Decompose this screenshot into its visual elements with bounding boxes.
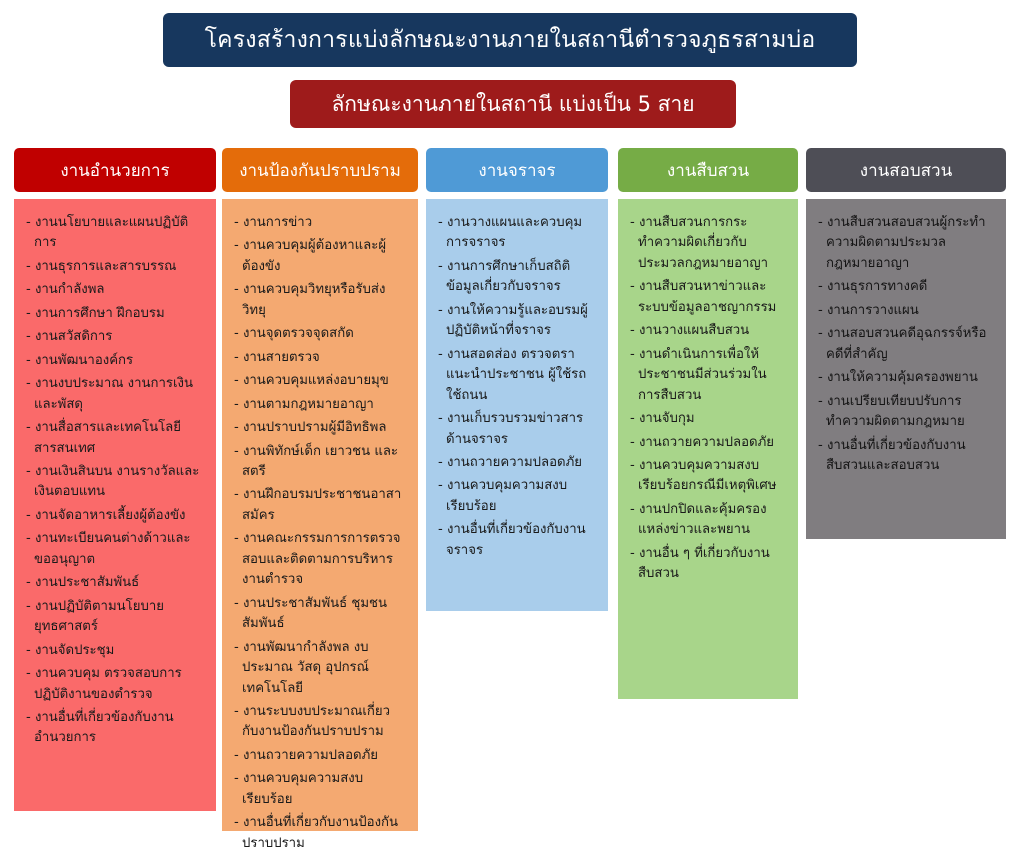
list-item: - งานธุรการและสารบรรณ [26, 258, 177, 274]
list-item: - งานระบบงบประมาณเกี่ยวกับงานป้องกันปราบปราม [234, 703, 391, 740]
list-item: - งานปกปิดและคุ้มครองแหล่งข่าวและพยาน [630, 501, 767, 538]
column-header: งานอำนวยการ [14, 148, 216, 192]
column-header: งานสืบสวน [618, 148, 798, 192]
list-item: - งานให้ความคุ้มครองพยาน [818, 370, 978, 386]
list-item: - งานสืบสวนสอบสวนผู้กระทำความผิดตามประมวลกฎหมายอาญา [818, 215, 986, 271]
list-item: - งานควบคุมแหล่งอบายมุข [234, 373, 389, 389]
list-item: - งานพิทักษ์เด็ก เยาวชน และสตรี [234, 443, 398, 479]
column-prevention-suppression [222, 148, 418, 851]
list-item: - งานอื่นที่เกี่ยวข้องกับงานอำนวยการ [26, 709, 174, 746]
list-item: - งานเปรียบเทียบปรับการทำความผิดตามกฎหมาย [818, 393, 965, 430]
list-item: - งานจัดประชุม [26, 642, 115, 658]
list-item: - งานควบคุม ตรวจสอบการปฏิบัติงานของตำรวจ [26, 666, 182, 702]
main-title: โครงสร้างการแบ่งลักษณะงานภายในสถานีตำรวจภูธรสามบ่อ [163, 13, 857, 67]
list-item: - งานงบประมาณ งานการเงินและพัสดุ [26, 376, 193, 412]
column-header: งานป้องกันปราบปราม [222, 148, 418, 192]
list-item: - งานทะเบียนคนต่างด้าวและขออนุญาต [26, 531, 191, 567]
list-item: - งานการศึกษาเก็บสถิติข้อมูลเกี่ยวกับจราจร [438, 258, 571, 295]
list-item: - งานสอดส่อง ตรวจตรา แนะนำประชาชน ผู้ใช้รถใช้ถนน [438, 346, 587, 403]
list-item: - งานคณะกรรมการการตรวจสอบและติดตามการบริหารงานตำรวจ [234, 531, 401, 588]
column-investigation [618, 148, 798, 699]
list-item: - งานอื่นที่เกี่ยวข้องกับงานสืบสวนและสอบสวน [818, 437, 966, 473]
list-item: - งานเก็บรวบรวมข่าวสารด้านจราจร [438, 411, 584, 447]
list-item: - งานจุดตรวจจุดสกัด [234, 326, 354, 342]
list-item: - งานอื่นที่เกี่ยวกับงานป้องกันปราบปราม [234, 815, 399, 851]
list-item: - งานสอบสวนคดีอุฉกรรจ์หรือคดีที่สำคัญ [818, 326, 987, 362]
list-item: - งานสืบสวนการกระทำความผิดเกี่ยวกับประมวลกฎหมายอาญา [630, 215, 769, 271]
list-item: - งานอื่นที่เกี่ยวข้องกับงานจราจร [438, 522, 586, 558]
column-inquiry [806, 148, 1006, 539]
list-item: - งานควบคุมความสงบเรียบร้อย [234, 771, 364, 807]
list-item: - งานกำลังพล [26, 282, 105, 298]
sub-title: ลักษณะงานภายในสถานี แบ่งเป็น 5 สาย [290, 80, 736, 128]
list-item: - งานสวัสดิการ [26, 329, 113, 345]
column-body [222, 199, 418, 851]
list-item: - งานการศึกษา ฝึกอบรม [26, 305, 165, 321]
list-item: - งานให้ความรู้และอบรมผู้ปฏิบัติหน้าที่จราจร [438, 302, 588, 339]
list-item: - งานฝึกอบรมประชาชนอาสาสมัคร [234, 487, 402, 523]
column-traffic [426, 148, 608, 611]
list-item: - งานดำเนินการเพื่อให้ประชาชนมีส่วนร่วมในการสืบสวน [630, 346, 767, 403]
list-item: - งานการวางแผน [818, 302, 919, 318]
column-header: งานจราจร [426, 148, 608, 192]
column-body [14, 199, 216, 811]
list-item: - งานวางแผนสืบสวน [630, 323, 750, 339]
list-item: - งานอื่น ๆ ที่เกี่ยวกับงานสืบสวน [630, 545, 770, 582]
list-item: - งานพัฒนากำลังพล งบประมาณ วัสดุ อุปกรณ์ เทคโนโลยี [234, 639, 369, 696]
list-item: - งานควบคุมผู้ต้องหาและผู้ต้องขัง [234, 238, 387, 274]
list-item: - งานควบคุมความสงบเรียบร้อย [438, 478, 568, 514]
list-item: - งานนโยบายและแผนปฏิบัติการ [26, 215, 189, 251]
list-item: - งานถวายความปลอดภัย [630, 434, 775, 450]
column-header: งานสอบสวน [806, 148, 1006, 192]
list-item: - งานควบคุมความสงบเรียบร้อยกรณีมีเหตุพิเศษ [630, 457, 777, 494]
list-item: - งานเงินสินบน งานรางวัลและเงินตอบแทน [26, 463, 200, 500]
list-item: - งานถวายความปลอดภัย [234, 747, 379, 763]
list-item: - งานจัดอาหารเลี้ยงผู้ต้องขัง [26, 507, 186, 523]
list-item: - งานประชาสัมพันธ์ ชุมชนสัมพันธ์ [234, 595, 388, 632]
list-item: - งานวางแผนและควบคุมการจราจร [438, 215, 583, 251]
list-item: - งานปราบปรามผู้มีอิทธิพล [234, 420, 387, 436]
list-item: - งานควบคุมวิทยุหรือรับส่งวิทยุ [234, 282, 386, 318]
list-item: - งานตามกฎหมายอาญา [234, 396, 374, 412]
list-item: - งานสืบสวนหาข่าวและระบบข้อมูลอาชญากรรม [630, 279, 777, 315]
list-item: - งานปฏิบัติตามนโยบายยุทธศาสตร์ [26, 598, 164, 635]
list-item: - งานถวายความปลอดภัย [438, 454, 583, 470]
column-body [618, 199, 798, 699]
list-item: - งานสื่อสารและเทคโนโลยีสารสนเทศ [26, 420, 181, 456]
column-administration [14, 148, 216, 811]
column-body [426, 199, 608, 611]
list-item: - งานสายตรวจ [234, 349, 320, 365]
list-item: - งานการข่าว [234, 215, 313, 230]
column-body [806, 199, 1006, 539]
list-item: - งานประชาสัมพันธ์ [26, 575, 140, 591]
list-item: - งานพัฒนาองค์กร [26, 352, 134, 368]
list-item: - งานธุรการทางคดี [818, 279, 928, 295]
list-item: - งานจับกุม [630, 411, 695, 427]
